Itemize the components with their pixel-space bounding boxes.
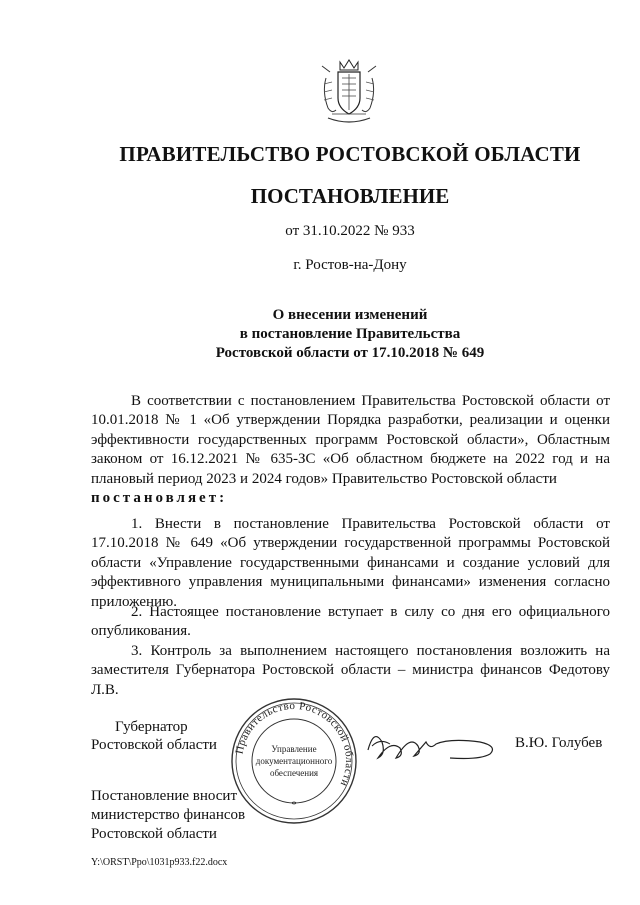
signatory-name: В.Ю. Голубев bbox=[515, 735, 603, 751]
document-type: ПОСТАНОВЛЕНИЕ bbox=[250, 184, 450, 208]
position-line: Губернатор bbox=[115, 719, 188, 735]
file-path: Y:\ORST\Ppo\1031p933.f22.docx bbox=[91, 857, 228, 868]
item-3: 3. Контроль за выполнением настоящего постановления возложить на заместителя Губернатора Ростовской области – министра финансов Федотову Л.В. bbox=[91, 643, 610, 698]
preamble-text: В соответствии с постановлением Правительства Ростовской области от 10.01.2018 № 1 «Об утверждении Порядка разработки, реализации и оценки эффективности государственных программ Ростовской области», Областным законом от 16.12.2021 № 635-ЗС «Об областном бюджете на 2022 год и на плановый период 2023 и 2024 годов» Правительство Ростовской области bbox=[91, 393, 610, 487]
document-date-number: от 31.10.2022 № 933 bbox=[285, 223, 415, 239]
official-seal-icon bbox=[229, 696, 359, 826]
coat-of-arms-icon bbox=[318, 58, 380, 128]
subject-line: Ростовской области от 17.10.2018 № 649 bbox=[215, 345, 485, 361]
submitted-by bbox=[91, 787, 245, 844]
signatory-position bbox=[91, 718, 217, 754]
resolves-word: постановляет: bbox=[91, 490, 228, 507]
subject-line: в постановление Правительства bbox=[239, 326, 461, 342]
submitted-by-line: Постановление вносит bbox=[91, 788, 238, 804]
document-city: г. Ростов-на-Дону bbox=[293, 257, 407, 273]
seal-inner-text: Управление bbox=[271, 744, 317, 754]
seal-inner-text: документационного bbox=[255, 756, 333, 766]
svg-text:*: * bbox=[291, 800, 297, 811]
subject-line: О внесении изменений bbox=[272, 307, 428, 323]
seal-inner-text: обеспечения bbox=[269, 768, 319, 778]
position-line: Ростовской области bbox=[91, 737, 217, 753]
item-2: 2. Настоящее постановление вступает в силу со дня его официального опубликования. bbox=[91, 604, 610, 640]
item-1: 1. Внести в постановление Правительства Ростовской области от 17.10.2018 № 649 «Об утверждении государственной программы Ростовской области «Управление государственными финансами и создание условий для эффективного управления муниципальными финансами» изменения согласно приложению. bbox=[91, 516, 610, 610]
handwritten-signature-icon bbox=[360, 720, 500, 770]
seal-ring-text: Правительство Ростовской области bbox=[233, 699, 356, 789]
submitted-by-line: Ростовской области bbox=[91, 826, 217, 842]
document-subject bbox=[0, 306, 640, 363]
preamble-paragraph bbox=[91, 392, 610, 508]
submitted-by-line: министерство финансов bbox=[91, 807, 246, 823]
government-title: ПРАВИТЕЛЬСТВО РОСТОВСКОЙ ОБЛАСТИ bbox=[119, 142, 581, 166]
